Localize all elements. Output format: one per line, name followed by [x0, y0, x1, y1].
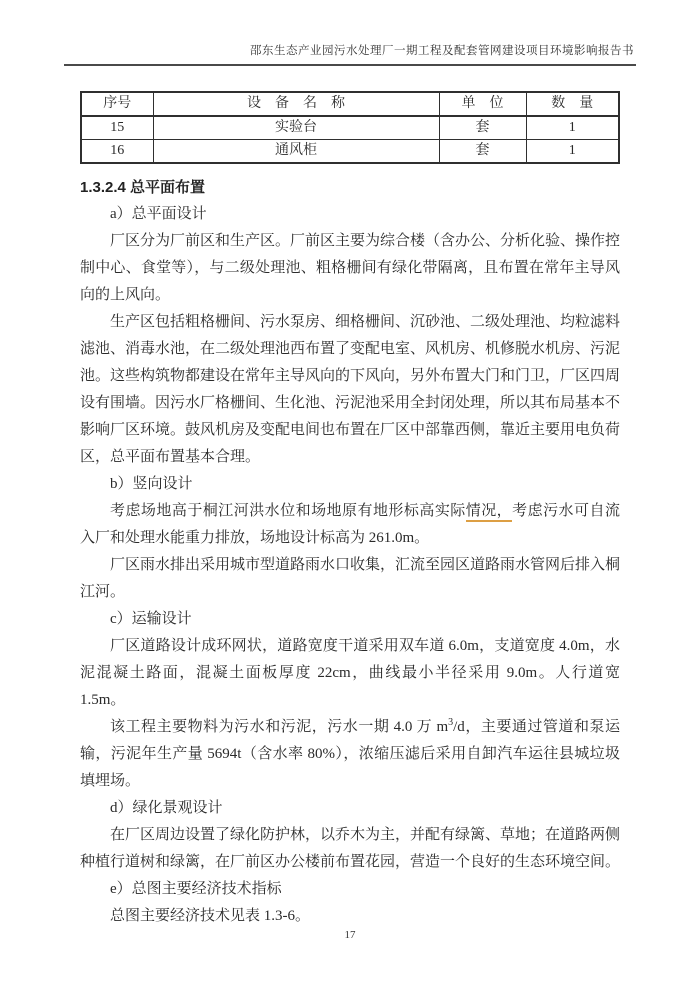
- column-header-unit: 单 位: [439, 92, 526, 116]
- paragraph-greening: 在厂区周边设置了绿化防护林，以乔木为主，并配有绿篱、草地；在道路两侧种植行道树和绿篱，在厂前区办公楼前布置花园，营造一个良好的生态环境空间。: [80, 827, 621, 870]
- page-footer: [0, 929, 700, 941]
- column-header-qty: 数 量: [526, 92, 619, 116]
- column-header-name: 设 备 名 称: [153, 92, 439, 116]
- table-row: [81, 116, 619, 140]
- table-header-row: [81, 92, 619, 116]
- subsection-heading-e: e）总图主要经济技术指标: [110, 881, 282, 897]
- paragraph-materials: [80, 714, 620, 795]
- cell-qty: 1: [526, 116, 619, 140]
- paragraph-vertical-design: [80, 498, 620, 552]
- subsection-heading-c: c）运输设计: [110, 611, 192, 627]
- cell-name: 通风柜: [153, 140, 439, 164]
- cell-no: 15: [81, 116, 153, 140]
- paragraph-roads: 厂区道路设计成环网状，道路宽度干道采用双车道 6.0m，支道宽度 4.0m，水泥混凝土路面，混凝土面板厚度 22cm，曲线最小半径采用 9.0m。人行道宽 1.5m。: [80, 638, 620, 708]
- section-heading: 1.3.2.4 总平面布置: [80, 179, 206, 196]
- paragraph-table-reference: 总图主要经济技术见表 1.3-6。: [110, 908, 310, 924]
- table-row: [81, 140, 619, 164]
- cell-no: 16: [81, 140, 153, 164]
- text-segment: 该工程主要物料为污水和污泥，污水一期 4.0 万 m: [110, 719, 449, 735]
- superscript-3: 3: [448, 717, 454, 728]
- cell-unit: 套: [439, 116, 526, 140]
- paragraph-plant-zones: 厂区分为厂前区和生产区。厂前区主要为综合楼（含办公、分析化验、操作控制中心、食堂等），与二级处理池、粗格栅间有绿化带隔离，且布置在常年主导风向的上风向。: [80, 233, 621, 303]
- header-rule: [64, 64, 636, 66]
- subsection-heading-b: b）竖向设计: [110, 476, 193, 492]
- document-body: [80, 174, 620, 930]
- page-number: 17: [344, 929, 356, 941]
- cell-unit: 套: [439, 140, 526, 164]
- paragraph-rainwater: 厂区雨水排出采用城市型道路雨水口收集，汇流至园区道路雨水管网后排入桐江河。: [80, 557, 621, 600]
- cell-name: 实验台: [153, 116, 439, 140]
- subsection-heading-d: d）绿化景观设计: [110, 800, 223, 816]
- column-header-no: 序号: [81, 92, 153, 116]
- running-header: [0, 0, 700, 66]
- report-title: 邵东生态产业园污水处理厂一期工程及配套管网建设项目环境影响报告书: [250, 45, 634, 57]
- text-segment: 考虑场地高于桐江河洪水位和场地原有地形标高实际: [110, 503, 466, 519]
- text-segment: 考虑污水可自流入厂和处理水能重力排放，场地设计标高为 261.0m。: [80, 503, 620, 546]
- paragraph-production-zone: 生产区包括粗格栅间、污水泵房、细格栅间、沉砂池、二级处理池、均粒滤料滤池、消毒水池，在二级处理池西布置了变配电室、风机房、机修脱水机房、污泥池。这些构筑物都建设在常年主导风向的下风向，另外布置大门和门卫，厂区四周设有围墙。因污水厂格栅间、生化池、污泥池采用全封闭处理，所以其布局基本不影响厂区环境。鼓风机房及变配电间也布置在厂区中部靠西侧，靠近主要用电负荷区，总平面布置基本合理。: [80, 314, 621, 465]
- cell-qty: 1: [526, 140, 619, 164]
- annotation-underlined-text: 情况，: [466, 503, 512, 522]
- equipment-table: [80, 91, 620, 164]
- subsection-heading-a: a）总平面设计: [110, 206, 207, 222]
- text-segment: /d，主要通过管道和泵运输，污泥年生产量 5694t（含水率 80%），浓缩压滤后采用自卸汽车运往县城垃圾填埋场。: [80, 719, 620, 789]
